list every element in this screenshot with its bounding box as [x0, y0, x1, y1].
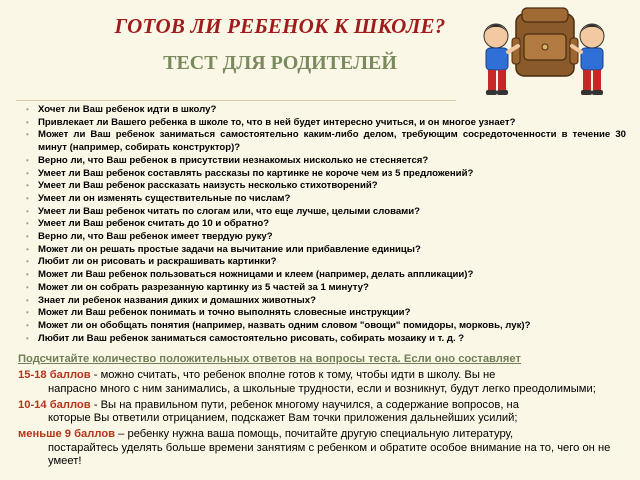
list-item: • Может ли он обобщать понятия (например, назвать одним словом "овощи" помидоры, морковь, лук)? [26, 319, 531, 331]
list-item: • Умеет ли Ваш ребенок рассказать наизусть несколько стихотворений? [26, 180, 378, 192]
bullet-icon: • [26, 105, 29, 114]
page-subtitle: ТЕСТ ДЛЯ РОДИТЕЛЕЙ [163, 52, 397, 74]
bullet-icon: • [26, 117, 29, 127]
bullet-icon: • [26, 257, 29, 267]
list-item: • Хочет ли Ваш ребенок идти в школу? [26, 104, 217, 115]
result-range: 10-14 баллов [18, 398, 91, 411]
bullet-icon: • [26, 232, 29, 242]
page-title: ГОТОВ ЛИ РЕБЕНОК К ШКОЛЕ? [114, 14, 446, 38]
list-item: • Знает ли ребенок названия диких и домашних животных? [26, 294, 316, 306]
result-text-continued: которые Вы ответили отрицанием, подскажет Вам точки приложения дальнейших усилий; [48, 412, 518, 425]
list-item: • Умеет ли Ваш ребенок читать по слогам или, что еще лучше, целыми словами? [26, 205, 421, 217]
bullet-icon: • [26, 308, 29, 318]
bullet-icon: • [26, 130, 29, 140]
questions-list [26, 104, 626, 345]
result-text: - Вы на правильном пути, ребенок многому научился, а содержание вопросов, на [90, 398, 519, 411]
list-item: • Верно ли, что Ваш ребенок имеет твердую руку? [26, 231, 273, 243]
bullet-icon: • [26, 333, 29, 343]
list-item: • Любит ли Ваш ребенок заниматься самостоятельно рисовать, собирать мозаику и т. д. ? [26, 332, 465, 344]
list-item: • Умеет ли он изменять существительные по числам? [26, 192, 291, 204]
result-text-continued: постарайтесь уделять больше времени занятиям с ребенком и обратите особое внимание на то, чего он не умеет! [48, 441, 611, 468]
bullet-icon: • [26, 270, 29, 280]
list-item: • Может ли Ваш ребенок пользоваться ножницами и клеем (например, делать аппликации)? [26, 269, 474, 281]
result-15-18 [18, 369, 626, 396]
result-10-14 [18, 399, 626, 426]
result-less-9 [18, 428, 626, 468]
result-text: – ребенку нужна ваша помощь, почитайте другую специальную литературу, [115, 428, 514, 441]
list-item: • Умеет ли Ваш ребенок составлять рассказы по картинке не короче чем из 5 предложений? [26, 167, 474, 179]
bullet-icon: • [26, 244, 29, 254]
result-range: 15-18 баллов [18, 369, 91, 382]
children-with-backpack-illustration [468, 6, 618, 102]
list-item: • Может ли Ваш ребенок заниматься самостоятельно каким-либо делом, требующим сосредоточенности в течение 30 минут (например, собирать конструктор)? [26, 129, 626, 154]
list-item: • Верно ли, что Ваш ребенок в присутствии незнакомых нисколько не стесняется? [26, 154, 429, 166]
summary-intro: Подсчитайте количество положительных ответов на вопросы теста. Если оно составляет [18, 353, 521, 365]
result-text: - можно считать, что ребенок вполне готов к тому, чтобы идти в школу. Вы не [90, 369, 496, 382]
result-range: меньше 9 баллов [18, 428, 116, 441]
list-item: • Привлекает ли Вашего ребенка в школе то, что в ней будет интересно учиться, и он многое узнает? [26, 116, 516, 128]
bullet-icon: • [26, 320, 29, 330]
bullet-icon: • [26, 219, 29, 229]
bullet-icon: • [26, 155, 29, 165]
result-text-continued: напрасно много с ним занимались, а школьные трудности, если и возникнут, будут легко преодолимыми; [48, 382, 596, 395]
list-item: • Может ли он собрать разрезанную картинку из 5 частей за 1 минуту? [26, 281, 369, 293]
bullet-icon: • [26, 282, 29, 292]
bullet-icon: • [26, 168, 29, 178]
header-divider [16, 100, 456, 101]
list-item: • Любит ли он рисовать и раскрашивать картинки? [26, 256, 277, 268]
list-item: • Умеет ли Ваш ребенок считать до 10 и обратно? [26, 218, 270, 230]
bullet-icon: • [26, 206, 29, 216]
list-item: • Может ли Ваш ребенок понимать и точно выполнять словесные инструкции? [26, 307, 411, 319]
bullet-icon: • [26, 181, 29, 191]
list-item: • Может ли он решать простые задачи на вычитание или прибавление единицы? [26, 243, 421, 255]
results-summary [18, 353, 626, 471]
bullet-icon: • [26, 193, 29, 203]
bullet-icon: • [26, 295, 29, 305]
